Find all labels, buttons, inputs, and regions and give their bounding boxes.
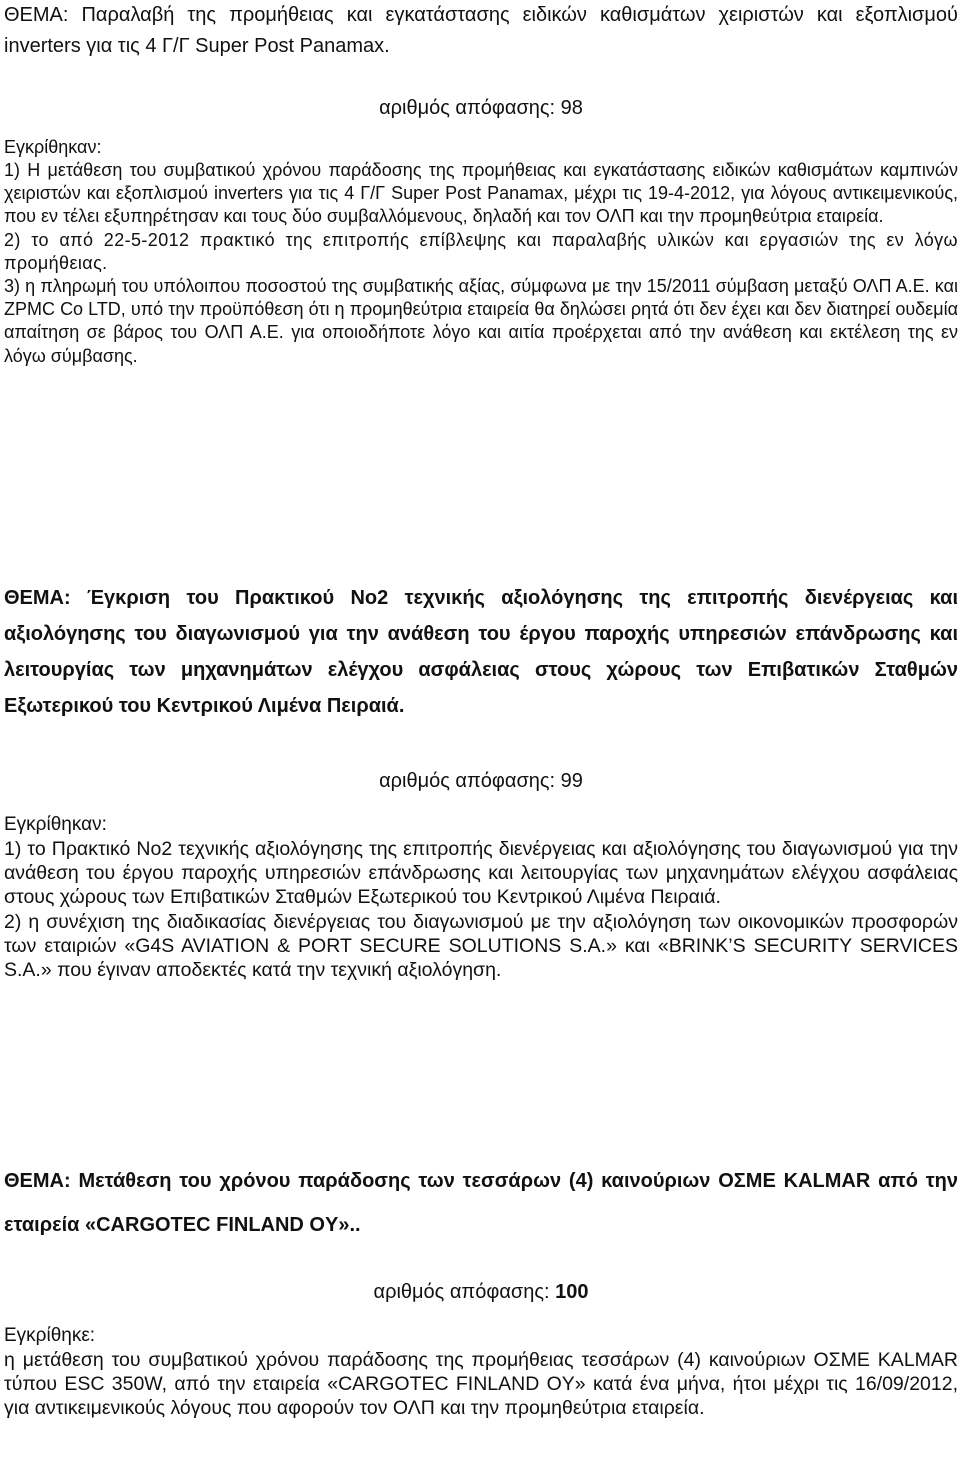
- decision-item-98-3: 3) η πληρωμή του υπόλοιπου ποσοστού της συμβατικής αξίας, σύμφωνα με την 15/2011 σύμβαση μεταξύ ΟΛΠ Α.Ε. και ZPMC Co LTD, υπό την προϋπόθεση ότι η προμηθεύτρια εταιρεία θα δηλώσει ρητά ότι δεν έχει και δεν διατηρεί ουδεμία απαίτηση σε βάρος του ΟΛΠ Α.Ε. για οποιοδήποτε λόγο και αιτία προέρχεται από την ανάθεση και εκτέλεση της εν λόγω σύμβασης.: [4, 276, 958, 366]
- decision-number-98: αριθμός απόφασης: 98: [379, 97, 583, 119]
- subject-title-100: ΘΕΜΑ: Μετάθεση του χρόνου παράδοσης των τεσσάρων (4) καινούριων ΟΣΜΕ KALMAR από την εταιρεία «CARGOTEC FINLAND OY»..: [4, 1170, 958, 1236]
- decision-value-100: 100: [555, 1281, 589, 1303]
- decision-item-98-2: 2) το από 22-5-2012 πρακτικό της επιτροπής επίβλεψης και παραλαβής υλικών και εργασιών της εν λόγω προμήθειας.: [4, 229, 958, 273]
- decision-prefix-100: αριθμός απόφασης:: [373, 1281, 556, 1303]
- section-100: [4, 1159, 958, 1421]
- decision-item-99-1: 1) το Πρακτικό Νο2 τεχνικής αξιολόγησης της επιτροπής διενέργειας και αξιολόγησης του διαγωνισμού για την ανάθεση του έργου παροχής υπηρεσιών επάνδρωσης και λειτουργίας των μηχανημάτων ελέγχου ασφάλειας στους χώρους των Επιβατικών Σταθμών Εξωτερικού του Κεντρικού Λιμένα Πειραιά.: [4, 838, 958, 909]
- subject-title-99: ΘΕΜΑ: Έγκριση του Πρακτικού Νο2 τεχνικής αξιολόγησης της επιτροπής διενέργειας και αξιολόγησης του διαγωνισμού για την ανάθεση του έργου παροχής υπηρεσιών επάνδρωσης και λειτουργίας των μηχανημάτων ελέγχου ασφάλειας στους χώρους των Επιβατικών Σταθμών Εξωτερικού του Κεντρικού Λιμένα Πειραιά.: [4, 587, 958, 717]
- decision-number-100: [4, 1277, 958, 1308]
- decision-body-100: η μετάθεση του συμβατικού χρόνου παράδοσης της προμήθειας τεσσάρων (4) καινούριων ΟΣΜΕ KALMAR τύπου ESC 350W, από την εταιρεία «CARGOTEC FINLAND OY» κατά ένα μήνα, ήτοι μέχρι τις 16/09/2012, για αντικειμενικούς λόγους που αφορούν τον ΟΛΠ και την προμηθεύτρια εταιρεία.: [4, 1349, 958, 1420]
- decision-item-98-1: 1) Η μετάθεση του συμβατικού χρόνου παράδοσης της προμήθειας και εγκατάστασης ειδικών καθισμάτων καμπινών χειριστών και εξοπλισμού inverters για τις 4 Γ/Γ Super Post Panamax, μέχρι τις 19-4-2012, για λόγους αντικειμενικούς, που εν τέλει εξυπηρέτησαν και τους δύο συμβαλλόμενους, δηλαδή και τον ΟΛΠ και την προμηθεύτρια εταιρεία.: [4, 160, 958, 227]
- approved-label-98: Εγκρίθηκαν:: [4, 137, 102, 157]
- subject-title-98: ΘΕΜΑ: Παραλαβή της προμήθειας και εγκατάστασης ειδικών καθισμάτων χειριστών και εξοπλισμού inverters για τις 4 Γ/Γ Super Post Panamax.: [4, 4, 958, 57]
- section-98: [4, 0, 958, 368]
- decision-item-99-2: 2) η συνέχιση της διαδικασίας διενέργειας του διαγωνισμού με την αξιολόγηση των οικονομικών προσφορών των εταιριών «G4S AVIATION & PORT SECURE SOLUTIONS S.A.» και «BRINK’S SECURITY SERVICES S.A.» που έγιναν αποδεκτές κατά την τεχνική αξιολόγηση.: [4, 910, 958, 982]
- decision-number-99: αριθμός απόφασης: 99: [379, 770, 583, 792]
- approved-label-100: Εγκρίθηκε:: [4, 1325, 96, 1346]
- approved-label-99: Εγκρίθηκαν:: [4, 814, 107, 835]
- section-99: [4, 580, 958, 982]
